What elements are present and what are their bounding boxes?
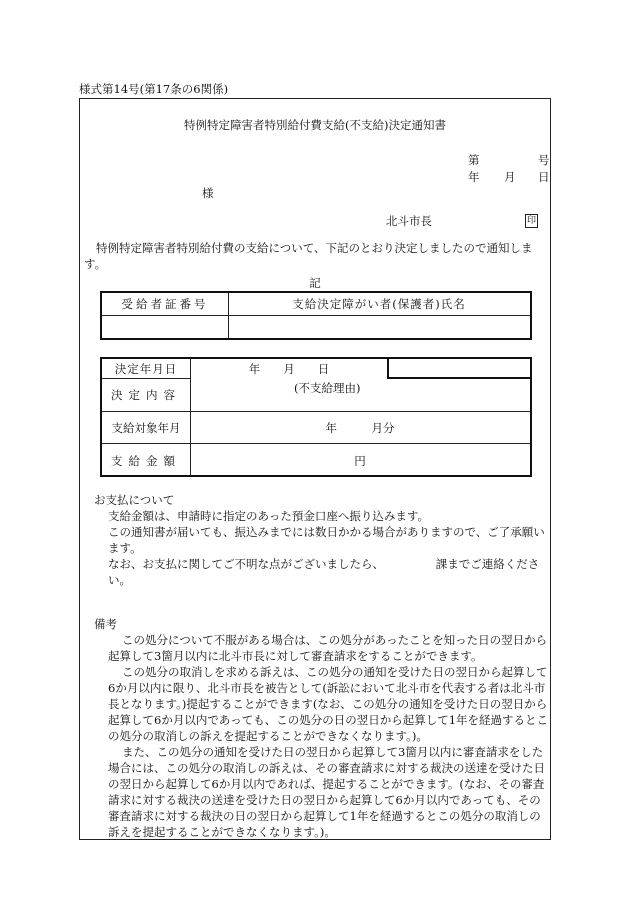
seal-icon: 印 <box>526 216 536 226</box>
issuer-name: 北斗市長 <box>386 214 432 228</box>
seal-mark <box>525 212 538 228</box>
decision-table <box>100 357 532 477</box>
recipient-number-header: 受給者証番号 <box>121 297 209 311</box>
remarks-paragraph-1: この処分について不服がある場合は、この処分があったことを知った日の翌日から起算して3箇月以内に北斗市長に対して審査請求をすることができます。 <box>108 633 548 663</box>
payment-line-2: この通知書が届いても、振込みまでには数日かかる場合がありますので、ご了承願います。 <box>108 525 545 555</box>
no-pay-reason-label: (不支給理由) <box>294 381 361 395</box>
decision-date-value: 年 月 日 <box>248 362 330 376</box>
ki-heading: 記 <box>309 276 321 290</box>
intro-text: 特例特定障害者特別給付費の支給について、下記のとおり決定しましたので通知します。 <box>84 241 533 271</box>
payment-heading: お支払について <box>94 493 175 507</box>
form-number: 様式第14号(第17条の6関係) <box>79 82 229 96</box>
amount-label: 支給金額 <box>111 454 181 468</box>
document-frame <box>79 98 551 840</box>
doc-number-prefix: 第 <box>468 153 480 167</box>
document-title: 特例特定障害者特別給付費支給(不支給)決定通知書 <box>184 118 446 132</box>
decision-date-label: 決定年月日 <box>114 362 178 376</box>
doc-number-suffix: 号 <box>538 153 550 167</box>
payment-line-1: 支給金額は、申請時に指定のあった預金口座へ振り込みます。 <box>108 509 429 523</box>
recipient-table <box>100 291 532 340</box>
date-day: 日 <box>538 170 550 184</box>
target-month-label: 支給対象年月 <box>111 421 181 435</box>
remarks-paragraph-2: この処分の取消しを求める訴えは、この処分の通知を受けた日の翌日から起算して6か月以内に限り、北斗市長を被告として(訴訟において北斗市を代表する者は北斗市長となります。)提起することができます(なお、この処分の通知を受けた日の翌日から起算して6か月以内であっても、この処分の日の翌日から起算して1年を経過するとこの処分の取消しの訴えを提起することができなくなります。)。 <box>108 665 549 743</box>
date-month: 月 <box>504 170 516 184</box>
remarks-heading: 備考 <box>94 617 117 631</box>
date-year: 年 <box>468 170 480 184</box>
recipient-name-header: 支給決定障がい者(保護者)氏名 <box>292 297 466 311</box>
payment-line-3: なお、お支払に関してご不明な点がございましたら、 課までご連絡ください。 <box>108 557 540 587</box>
target-month-value: 年 月分 <box>325 421 395 435</box>
remarks-paragraph-3: また、この処分の通知を受けた日の翌日から起算して3箇月以内に審査請求をした場合には、この処分の取消しの訴えは、その審査請求に対する裁決の送達を受けた日の翌日から起算して6か月以内であれば、提起することができます。(なお、その審査請求に対する裁決の送達を受けた日の翌日から起算して6か月以内であっても、その審査請求に対する裁決の日の翌日から起算して1年を経過するとこの処分の取消しの訴えを提起することができなくなります。)。 <box>108 745 545 839</box>
addressee-suffix: 様 <box>202 186 214 200</box>
amount-value: 円 <box>354 454 366 468</box>
decision-content-label: 決定内容 <box>111 388 181 402</box>
